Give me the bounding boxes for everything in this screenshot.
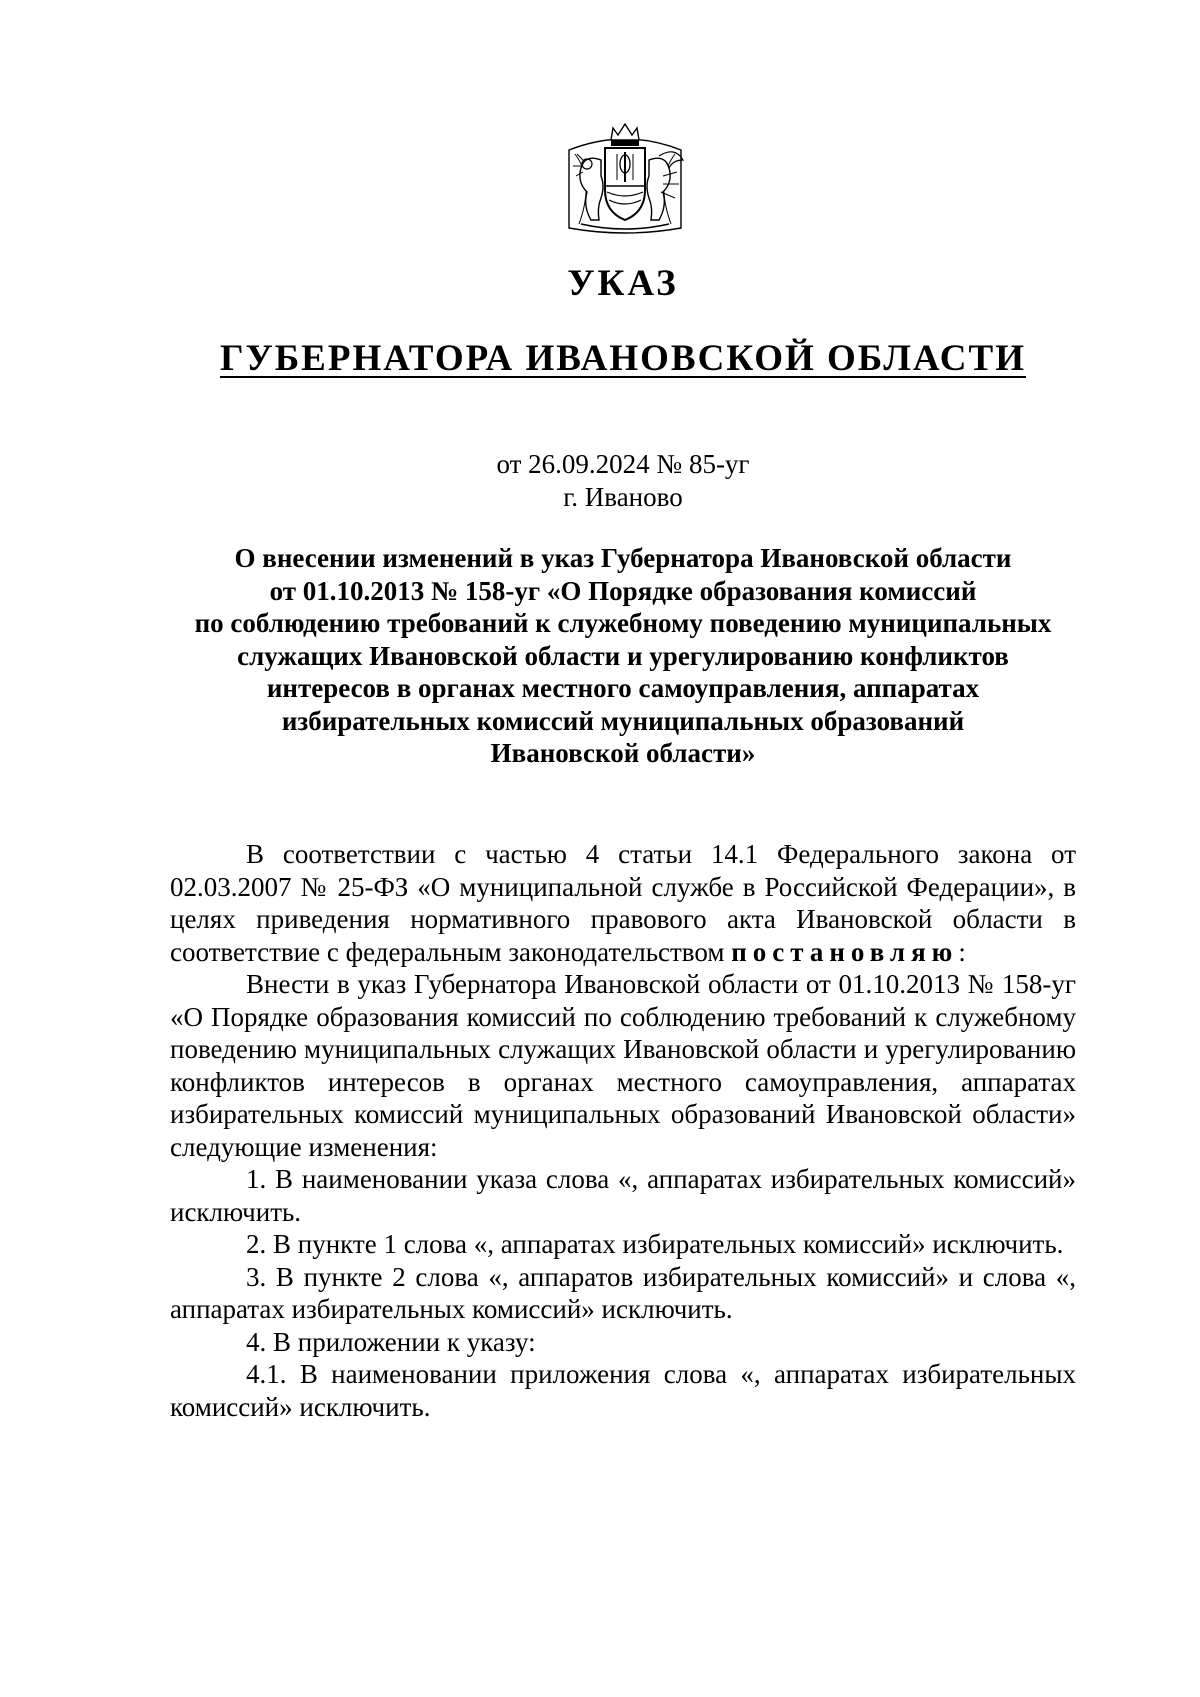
document-subject bbox=[170, 542, 1076, 770]
document-body bbox=[170, 838, 1076, 1423]
document-city: г. Иваново bbox=[563, 482, 683, 512]
document-meta bbox=[0, 448, 1200, 514]
subject-line: интересов в органах местного самоуправления, аппаратах bbox=[266, 673, 980, 703]
body-paragraph: 4.1. В наименовании приложения слова «, аппаратах избирательных комиссий» исключить. bbox=[170, 1359, 1076, 1422]
document-authority: ГУБЕРНАТОРА ИВАНОВСКОЙ ОБЛАСТИ bbox=[220, 338, 1026, 379]
subject-line: по соблюдению требований к служебному поведению муниципальных bbox=[194, 608, 1052, 638]
subject-line: О внесении изменений в указ Губернатора Ивановской области bbox=[234, 543, 1012, 573]
subject-line: служащих Ивановской области и урегулированию конфликтов bbox=[237, 640, 1009, 671]
document-title: УКАЗ bbox=[567, 263, 679, 304]
subject-line: избирательных комиссий муниципальных образований bbox=[281, 705, 965, 736]
decree-word: постановляю bbox=[731, 936, 959, 967]
body-paragraph: 4. В приложении к указу: bbox=[246, 1326, 536, 1357]
body-paragraph: Внести в указ Губернатора Ивановской области от 01.10.2013 № 158-уг «О Порядке образования комиссий по соблюдению требований к служебному поведению муниципальных служащих Ивановской области и урегулированию конфликтов интересов в органах местного самоуправления, аппаратах избирательных комиссий муниципальных образований Ивановской области» следующие изменения: bbox=[170, 969, 1076, 1162]
body-paragraph: 2. В пункте 1 слова «, аппаратах избирательных комиссий» исключить. bbox=[246, 1229, 1064, 1259]
document-date-number: от 26.09.2024 № 85-уг bbox=[496, 449, 750, 479]
preamble-paragraph bbox=[170, 838, 1076, 968]
body-paragraph: 3. В пункте 2 слова «, аппаратов избирательных комиссий» и слова «, аппаратах избирательных комиссий» исключить. bbox=[170, 1261, 1076, 1324]
preamble-text: В соответствии с частью 4 статьи 14.1 Федерального закона от 02.03.2007 № 25-ФЗ «О муниципальной службе в Российской Федерации», в целях приведения нормативного правового акта Ивановской области в соответствие с федеральным законодательством bbox=[170, 839, 1076, 967]
coat-of-arms-icon bbox=[555, 120, 695, 240]
subject-line: Ивановской области» bbox=[490, 738, 756, 768]
body-paragraph: 1. В наименовании указа слова «, аппаратах избирательных комиссий» исключить. bbox=[170, 1164, 1076, 1227]
subject-line: от 01.10.2013 № 158-уг «О Порядке образования комиссий bbox=[269, 575, 977, 606]
decree-colon: : bbox=[958, 936, 966, 967]
